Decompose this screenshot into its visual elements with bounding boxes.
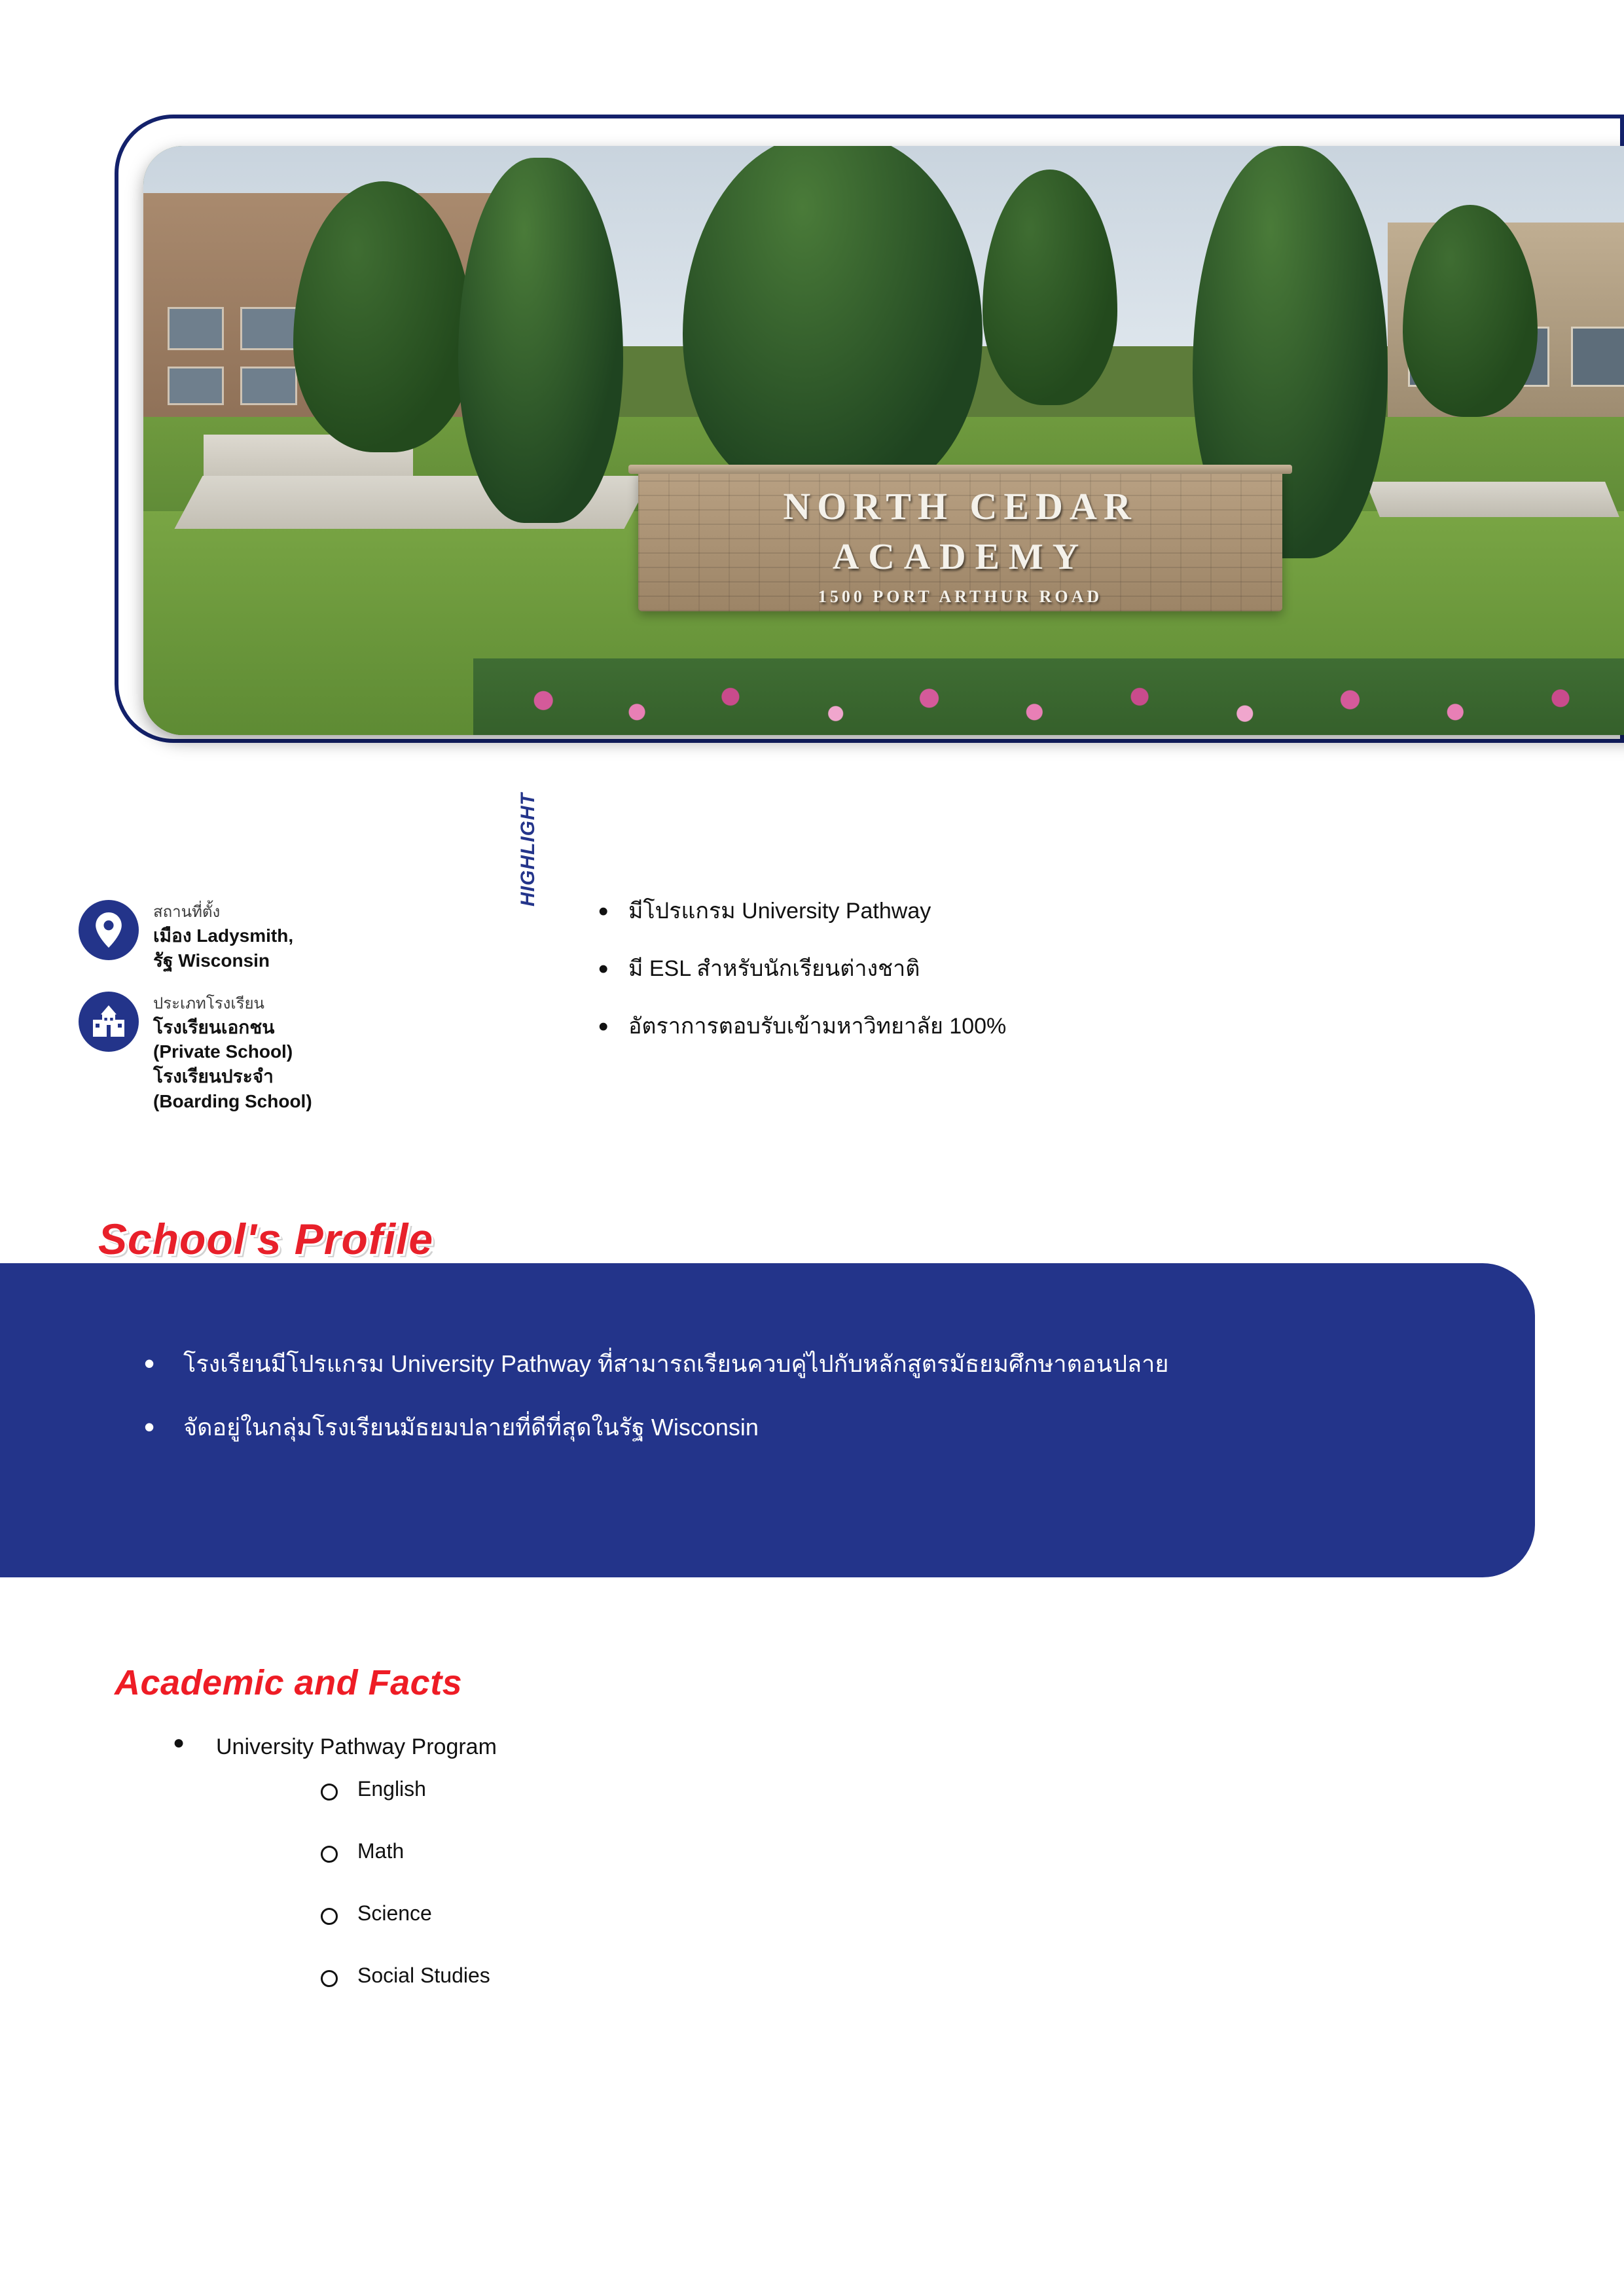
sign-text: [638, 484, 1283, 607]
school-profile-item: • จัดอยู่ในกลุ่มโรงเรียนมัธยมปลายที่ดีที่สุดในรัฐ Wisconsin: [144, 1412, 1453, 1444]
hero-section: [115, 115, 1624, 762]
school-photo: [143, 146, 1624, 735]
info-item-location: [79, 900, 504, 973]
info-value-type-line4: (Boarding School): [153, 1090, 312, 1111]
school-profile-list: [144, 1348, 1453, 1475]
info-text-location: [153, 900, 293, 973]
info-item-school-type: [79, 992, 504, 1114]
info-text-school-type: [153, 992, 312, 1114]
academic-subject-item: Science: [314, 1901, 1335, 1926]
academic-program-item: [157, 1734, 1335, 1988]
academic-subject-item: English: [314, 1777, 1335, 1801]
info-value-type-line3: โรงเรียนประจำ: [153, 1066, 274, 1087]
sign-line-2: ACADEMY: [832, 536, 1089, 577]
highlight-item: • มีโปรแกรม University Pathway: [628, 897, 1578, 925]
info-value-location-line2: รัฐ Wisconsin: [153, 950, 270, 971]
school-sign: [638, 470, 1283, 611]
info-label-location: สถานที่ตั้ง: [153, 903, 221, 921]
info-value-location-line1: เมือง Ladysmith,: [153, 925, 294, 946]
tree-2: [458, 158, 623, 523]
sign-line-3: 1500 PORT ARTHUR ROAD: [818, 586, 1103, 606]
academic-program-label: University Pathway Program: [216, 1734, 497, 1759]
academic-list: [157, 1734, 1335, 2026]
academic-subject-item: Math: [314, 1839, 1335, 1863]
highlight-list: [589, 897, 1578, 1070]
highlight-item: • มี ESL สำหรับนักเรียนต่างชาติ: [628, 954, 1578, 983]
location-pin-icon: [79, 900, 139, 960]
academic-title: Academic and Facts: [115, 1663, 463, 1702]
school-profile-item: • โรงเรียนมีโปรแกรม University Pathway ที่สามารถเรียนควบคู่ไปกับหลักสูตรมัธยมศึกษาตอนปลาย: [144, 1348, 1453, 1380]
info-label-school-type: ประเภทโรงเรียน: [153, 994, 264, 1013]
walkway-right: [1365, 482, 1619, 517]
school-info-column: [79, 900, 504, 1132]
info-value-type-line2: (Private School): [153, 1041, 293, 1062]
academic-subject-list: [216, 1777, 1335, 1988]
sign-cap: [628, 465, 1292, 474]
highlight-label: HIGHLIGHT: [517, 793, 539, 906]
info-value-type-line1: โรงเรียนเอกชน: [153, 1016, 275, 1037]
school-profile-title: School's Profile: [98, 1215, 434, 1263]
school-building-icon: [79, 992, 139, 1052]
sign-line-1: NORTH CEDAR: [783, 484, 1138, 528]
highlight-item: • อัตราการตอบรับเข้ามหาวิทยาลัย 100%: [628, 1012, 1578, 1041]
tree-3: [683, 146, 983, 499]
academic-subject-item: Social Studies: [314, 1964, 1335, 1988]
flower-bed: [473, 658, 1624, 735]
